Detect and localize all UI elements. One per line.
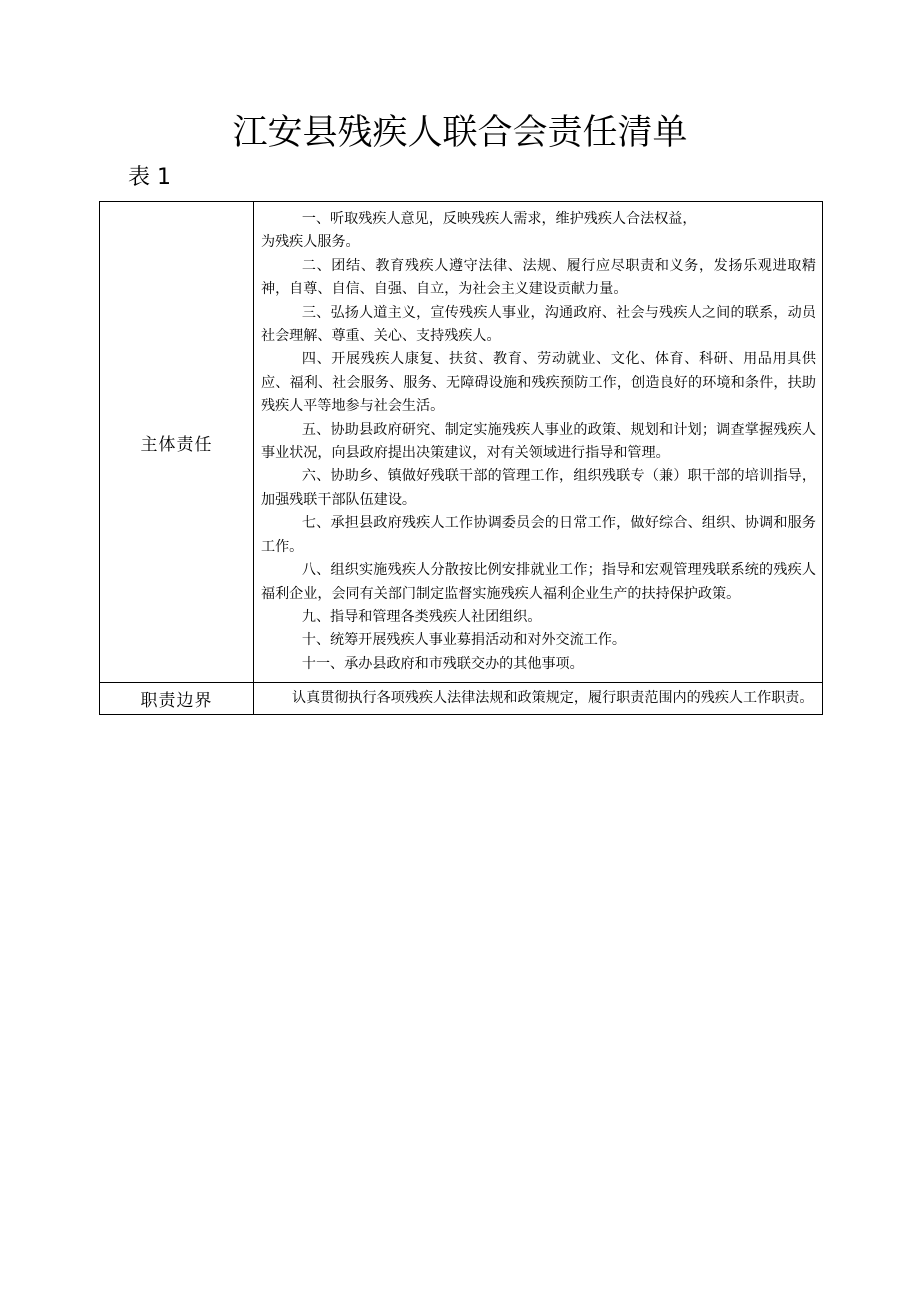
responsibility-item-6: 六、协助乡、镇做好残联干部的管理工作，组织残联专（兼）职干部的培训指导，加强残联干部队伍建设。 <box>261 468 816 508</box>
responsibility-item-1-line2: 为残疾人服务。 <box>261 234 360 251</box>
main-responsibility-label: 主体责任 <box>100 202 254 683</box>
responsibility-item-5: 五、协助县政府研究、制定实施残疾人事业的政策、规划和计划；调查掌握残疾人事业状况，向县政府提出决策建议，对有关领域进行指导和管理。 <box>261 421 816 462</box>
responsibility-item-2: 二、团结、教育残疾人遵守法律、法规、履行应尽职责和义务，发扬乐观进取精神，自尊、自信、自强、自立，为社会主义建设贡献力量。 <box>261 257 816 298</box>
main-responsibility-content <box>254 202 823 683</box>
table-number: 表 1 <box>128 165 171 190</box>
main-responsibility-row <box>100 202 823 683</box>
page-title: 江安县残疾人联合会责任清单 <box>232 113 688 153</box>
responsibility-item-3: 三、弘扬人道主义，宣传残疾人事业，沟通政府、社会与残疾人之间的联系，动员社会理解、尊重、关心、支持残疾人。 <box>261 304 816 345</box>
responsibility-item-11: 十一、承办县政府和市残联交办的其他事项。 <box>301 655 584 672</box>
responsibility-table <box>99 201 823 715</box>
responsibility-item-1-line1: 一、听取残疾人意见，反映残疾人需求，维护残疾人合法权益， <box>301 211 697 227</box>
boundary-content <box>254 683 823 715</box>
boundary-label: 职责边界 <box>100 683 254 715</box>
responsibility-item-4: 四、开展残疾人康复、扶贫、教育、劳动就业、文化、体育、科研、用品用具供应、福利、社会服务、服务、无障碍设施和残疾预防工作，创造良好的环境和条件，扶助残疾人平等地参与社会生活。 <box>261 351 816 415</box>
responsibility-item-9: 九、指导和管理各类残疾人社团组织。 <box>301 608 542 625</box>
boundary-row <box>100 683 823 715</box>
responsibility-item-7: 七、承担县政府残疾人工作协调委员会的日常工作，做好综合、组织、协调和服务工作。 <box>261 515 816 555</box>
boundary-text: 认真贯彻执行各项残疾人法律法规和政策规定，履行职责范围内的残疾人工作职责。 <box>292 690 814 707</box>
responsibility-item-1 <box>261 208 816 255</box>
responsibility-item-8: 八、组织实施残疾人分散按比例安排就业工作；指导和宏观管理残联系统的残疾人福利企业，会同有关部门制定监督实施残疾人福利企业生产的扶持保护政策。 <box>261 562 816 602</box>
responsibility-item-10: 十、统筹开展残疾人事业募捐活动和对外交流工作。 <box>301 632 627 649</box>
